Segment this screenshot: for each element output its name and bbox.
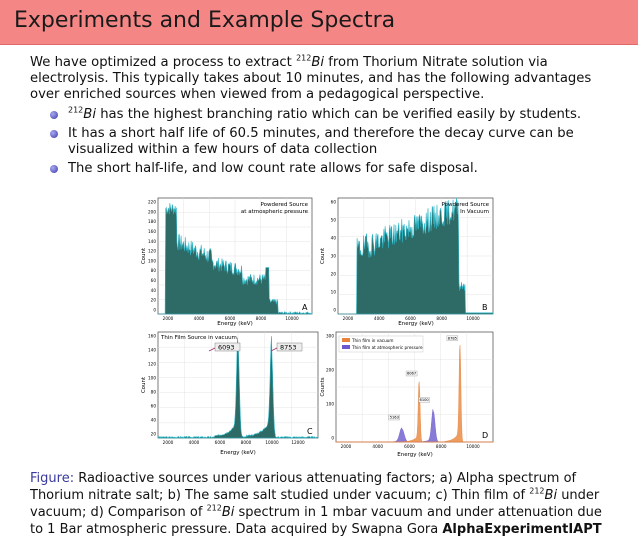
panel-b-xlabel: Energy (keV) — [398, 321, 434, 327]
panel-c-ylabel: Count — [141, 376, 147, 394]
panel-c — [141, 332, 318, 456]
panel-d-xticks — [341, 444, 480, 449]
xtick-label: 6000 — [224, 316, 236, 321]
panel-a-ylabel: Count — [141, 247, 147, 265]
xtick-label: 6000 — [214, 440, 226, 445]
legend-vacuum-label: Thin film in vacuum — [352, 338, 394, 343]
panel-b-letter: B — [482, 303, 488, 312]
ytick-label: 160 — [148, 333, 156, 339]
ytick-label: 40 — [150, 287, 156, 293]
panel-b-title-2: In Vacuum — [460, 209, 489, 215]
ytick-label: 20 — [330, 271, 336, 277]
panel-a-letter: A — [302, 303, 308, 312]
ytick-label: 220 — [148, 199, 156, 205]
ytick-label: 0 — [333, 307, 336, 313]
ytick-label: 120 — [148, 248, 156, 254]
intro-paragraph: We have optimized a process to extract $^{212}$Bi from Thorium Nitrate solution via electrolysis. This typically takes about 10 minutes, and has the following advantages over enriched sources when viewed from a pedagogical perspective. — [30, 53, 592, 102]
ytick-label: 20 — [150, 297, 156, 303]
panel-c-yticks — [148, 334, 156, 437]
panel-b-title-1: Powdered Source — [441, 202, 489, 208]
peak-label: 8785 — [447, 336, 457, 341]
xtick-label: 4000 — [188, 440, 200, 445]
panel-d-xlabel: Energy (keV) — [397, 452, 433, 458]
list-item: The short half-life, and low count rate allows for safe disposal. — [48, 161, 618, 177]
list-item: $^{212}$Bi has the highest branching ratio which can be verified easily by students. — [48, 107, 618, 123]
peak-label: 5163 — [389, 415, 399, 420]
panel-b-ylabel: Count — [320, 247, 326, 265]
xtick-label: 8000 — [255, 316, 267, 321]
xtick-label: 10000 — [466, 444, 480, 449]
list-item: It has a short half life of 60.5 minutes, and therefore the decay curve can be visualized within a few hours of data collection — [48, 126, 618, 158]
panel-a-title-1: Powdered Source — [260, 202, 308, 208]
panel-c-peak2-label: 8753 — [280, 343, 297, 352]
panel-d-ylabel: Counts — [320, 377, 326, 397]
ytick-label: 80 — [150, 389, 156, 395]
xtick-label: 2000 — [340, 444, 352, 449]
panel-d-yticks — [326, 334, 334, 441]
ytick-label: 40 — [330, 235, 336, 241]
panel-d-letter: D — [482, 431, 489, 440]
bullet-icon — [50, 165, 58, 173]
bullet-icon — [50, 130, 58, 138]
caption-label: Figure: — [30, 471, 75, 486]
figure-caption: Figure: Radioactive sources under various attenuating factors; a) Alpha spectrum of Thorium nitrate salt; b) The same salt studied under vacuum; c) Thin film of $^{212}$Bi under vacuum; d) Comparison of $^{212}$Bi spectrum in 1 mbar vacuum and under attenuation due to 1 Bar atmospheric pressure. Data acquired by Swapna Gora AlphaExperimentIAPT — [30, 471, 602, 537]
ytick-label: 100 — [148, 258, 156, 264]
ytick-label: 60 — [150, 403, 156, 409]
xtick-label: 6000 — [404, 444, 415, 449]
slide-title: Experiments and Example Spectra — [14, 8, 396, 33]
xtick-label: 8000 — [436, 316, 448, 321]
legend-atm-label: Thin film at atmospheric pressure — [352, 345, 423, 350]
ytick-label: 50 — [330, 217, 336, 223]
panel-a-xlabel: Energy (keV) — [217, 321, 253, 327]
ytick-label: 140 — [148, 347, 156, 353]
ytick-label: 60 — [150, 278, 156, 284]
ytick-label: 200 — [326, 367, 334, 373]
slide-title-bar — [0, 0, 638, 45]
peak-label: 6100 — [419, 398, 429, 403]
peak-label: 6067 — [406, 371, 417, 376]
ytick-label: 180 — [148, 219, 156, 225]
ytick-label: 30 — [330, 253, 336, 259]
xtick-label: 10000 — [466, 316, 480, 321]
panel-b — [320, 198, 493, 327]
ytick-label: 80 — [150, 268, 156, 274]
xtick-label: 10000 — [285, 316, 299, 321]
xtick-label: 2000 — [162, 316, 174, 321]
ytick-label: 200 — [148, 209, 156, 215]
spectra-figure — [140, 192, 500, 460]
ytick-label: 40 — [150, 417, 156, 423]
panel-a-title-2: at atmospheric pressure — [240, 209, 308, 215]
legend-atm-swatch — [342, 345, 350, 349]
panel-c-peak1-label: 6093 — [218, 343, 235, 352]
ytick-label: 300 — [326, 333, 334, 339]
ytick-label: 120 — [148, 361, 156, 367]
caption-credit: AlphaExperimentIAPT — [442, 522, 602, 537]
ytick-label: 140 — [148, 238, 156, 244]
xtick-label: 8000 — [240, 440, 252, 445]
xtick-label: 10000 — [265, 440, 279, 445]
panel-c-title: Thin Film Source in vacuum — [161, 335, 237, 341]
ytick-label: 20 — [150, 431, 156, 437]
xtick-label: 6000 — [405, 316, 416, 321]
panel-a — [141, 198, 312, 327]
xtick-label: 4000 — [373, 316, 385, 321]
panel-b-yticks — [331, 200, 337, 313]
panel-d — [320, 332, 493, 458]
panel-c-letter: C — [307, 427, 313, 436]
xtick-label: 12000 — [291, 440, 305, 445]
bullet-icon — [50, 111, 58, 119]
ytick-label: 0 — [153, 307, 156, 313]
ytick-label: 160 — [148, 228, 156, 234]
ytick-label: 100 — [148, 375, 156, 381]
panel-c-xticks — [163, 440, 305, 445]
xtick-label: 8000 — [435, 444, 447, 449]
xtick-label: 2000 — [342, 316, 354, 321]
legend-vacuum-swatch — [342, 338, 350, 342]
xtick-label: 2000 — [162, 440, 174, 445]
panel-a-yticks — [148, 200, 156, 313]
ytick-label: 60 — [330, 199, 336, 205]
xtick-label: 4000 — [372, 444, 384, 449]
ytick-label: 10 — [330, 289, 336, 295]
xtick-label: 4000 — [193, 316, 205, 321]
panel-c-xlabel: Energy (keV) — [220, 450, 256, 456]
ytick-label: 100 — [326, 401, 334, 407]
ytick-label: 0 — [331, 435, 334, 441]
advantages-list — [48, 107, 618, 180]
